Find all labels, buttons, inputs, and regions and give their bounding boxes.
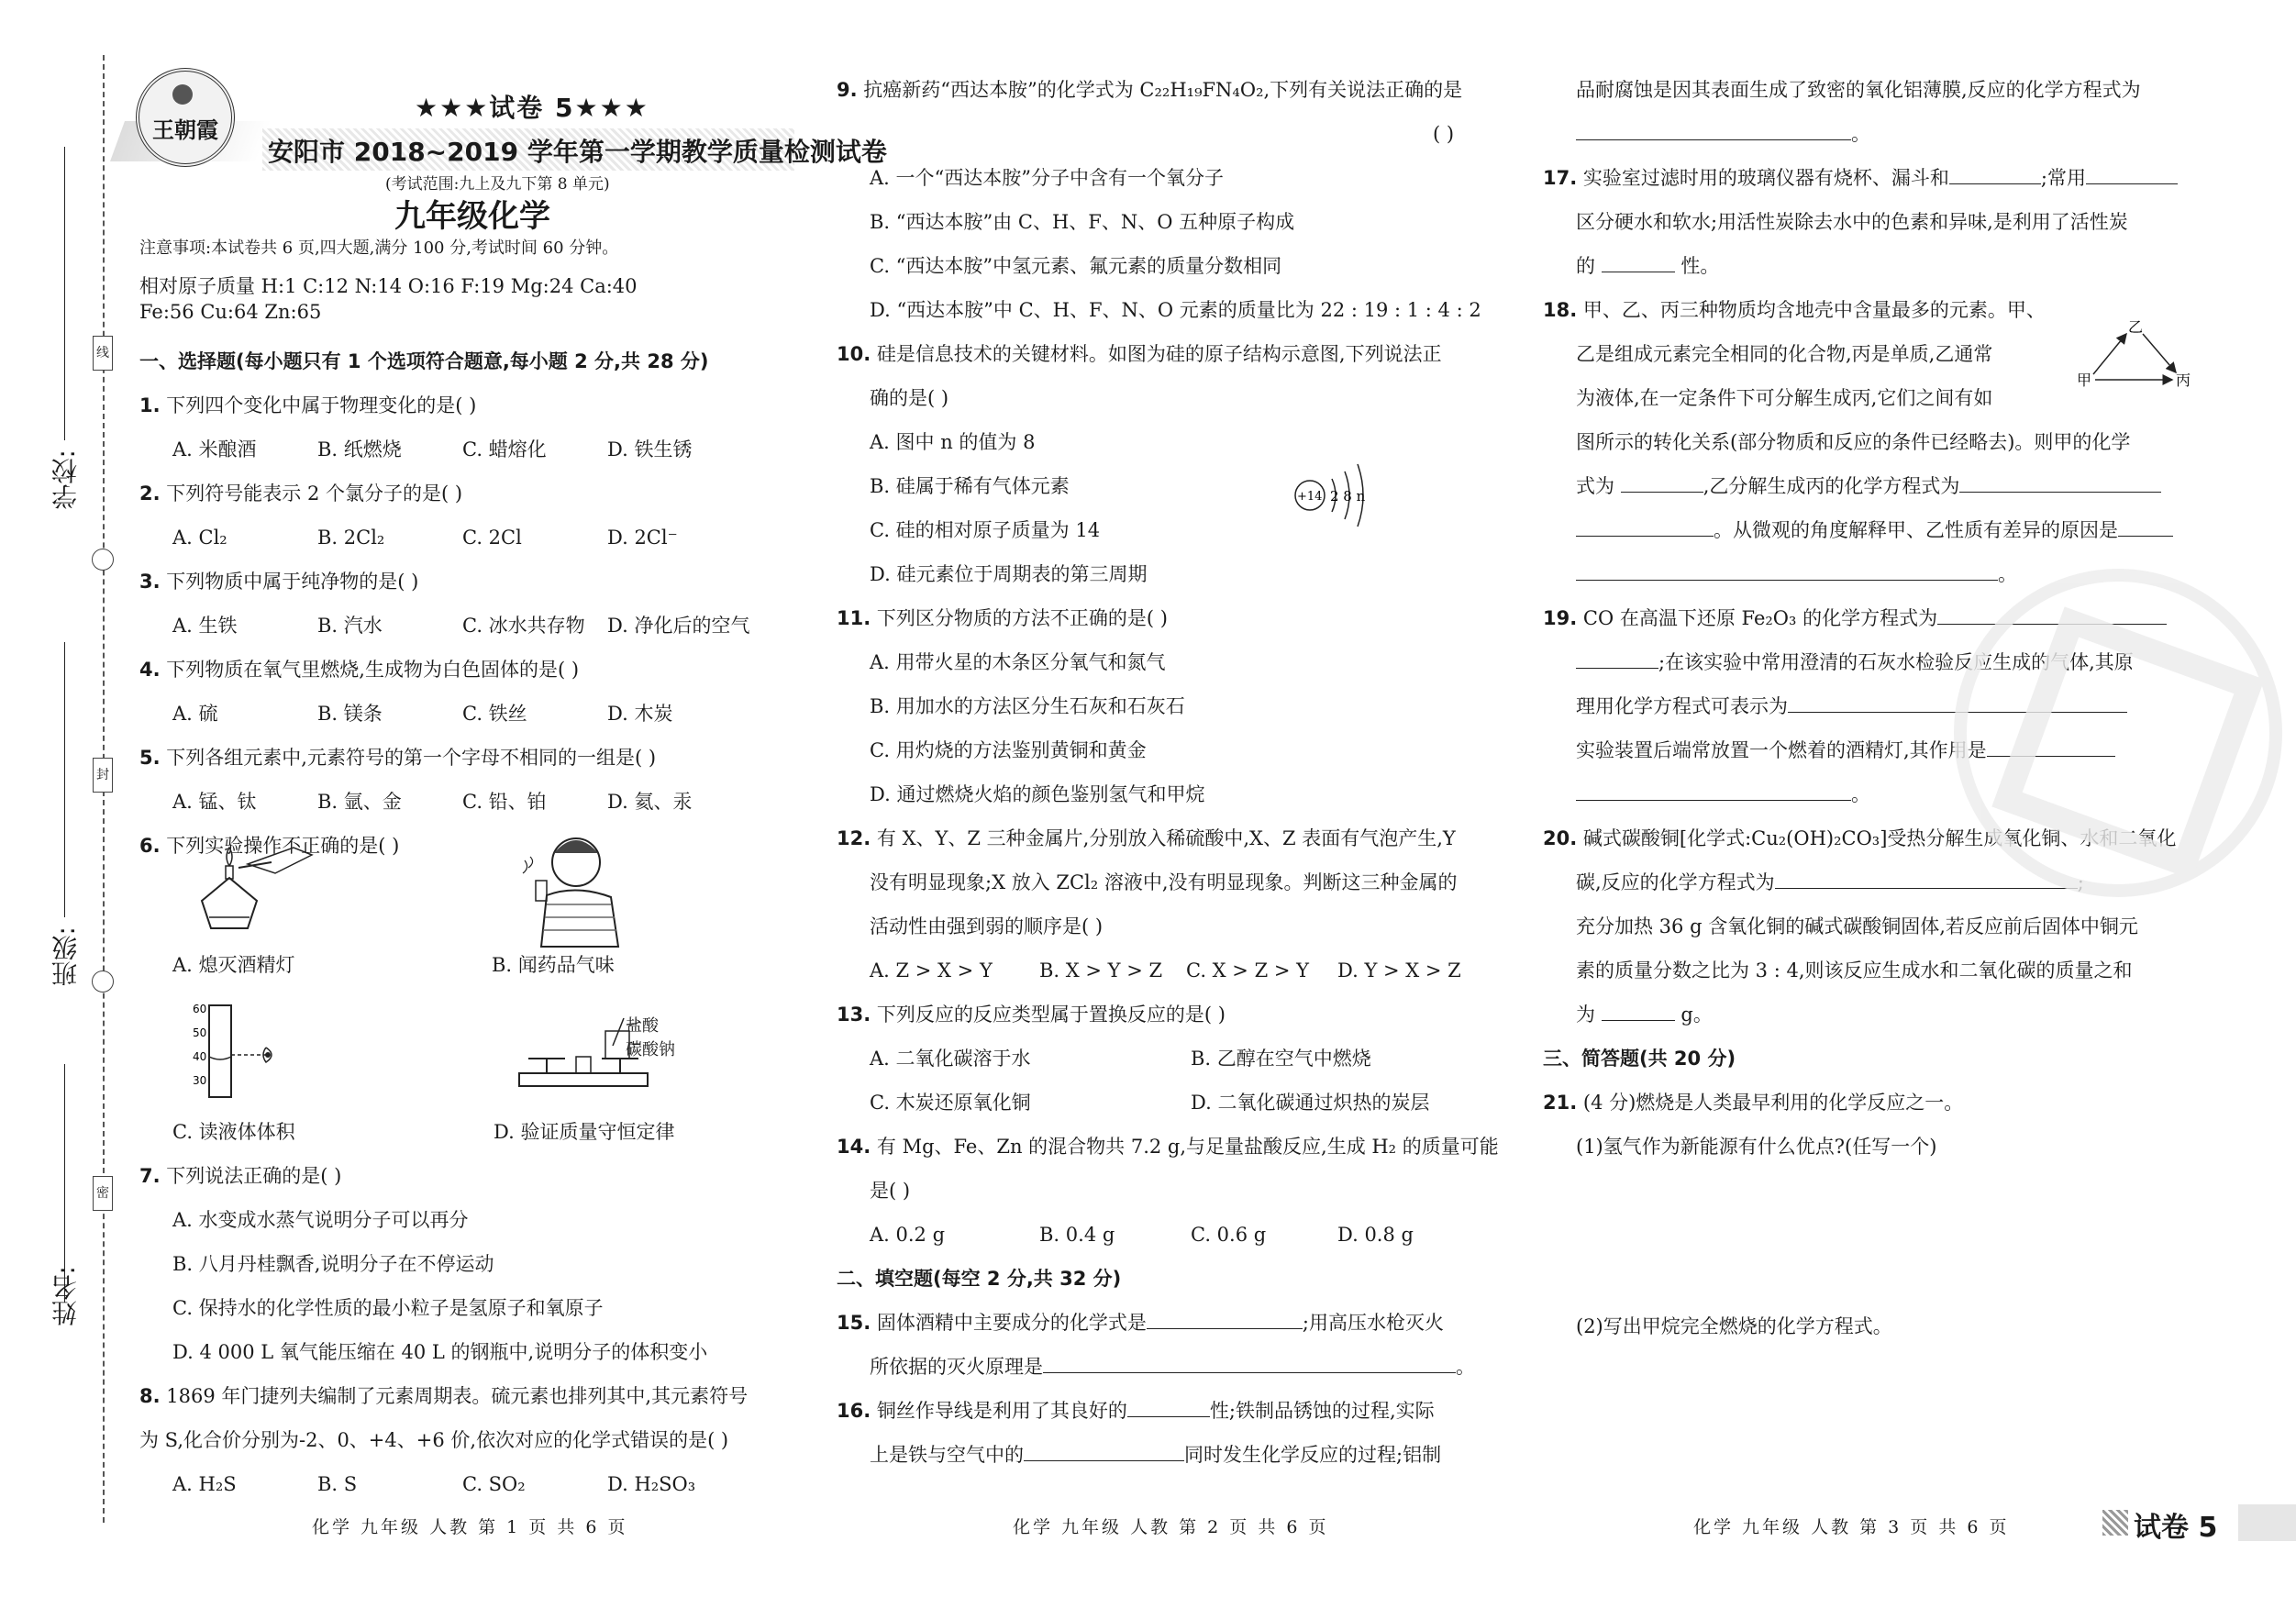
q14-options <box>837 1213 1512 1257</box>
q16-blank-1[interactable] <box>1127 1398 1210 1417</box>
q13-option-b[interactable]: B. 乙醇在空气中燃烧 <box>1191 1048 1371 1070</box>
q15-number: 15. <box>837 1312 871 1334</box>
q4-option-b[interactable]: B. 镁条 <box>317 703 383 725</box>
q7-option-b[interactable]: B. 八月丹桂飘香,说明分子在不停运动 <box>172 1253 494 1275</box>
q19-text-c: 理用化学方程式可表示为 <box>1576 695 1788 717</box>
q14-option-a[interactable]: A. 0.2 g <box>870 1224 946 1246</box>
q1-option-c[interactable]: C. 蜡熔化 <box>462 438 547 460</box>
q13-text: 下列反应的反应类型属于置换反应的是( ) <box>876 1004 1226 1026</box>
q18-blank-2[interactable] <box>1959 473 2161 493</box>
logo-text: 王朝霞 <box>152 116 218 143</box>
q6-number: 6. <box>139 835 161 857</box>
q18-text-g: 。从微观的角度解释甲、乙性质有差异的原因是 <box>1714 519 2118 541</box>
q17-text-c: 区分硬水和软水;用活性炭除去水中的色素和异味,是利用了活性炭 <box>1576 211 2128 233</box>
q17-blank-3[interactable] <box>1602 253 1675 272</box>
q16-text-d: 同时发生化学反应的过程;铝制 <box>1184 1444 1442 1466</box>
q19-text-b: ;在该实验中常用澄清的石灰水检验反应生成的气体,其原 <box>1658 651 2134 673</box>
q1-option-d[interactable]: D. 铁生锈 <box>607 438 693 460</box>
q14-text: 有 Mg、Fe、Zn 的混合物共 7.2 g,与足量盐酸反应,生成 H₂ 的质量可能 <box>876 1136 1499 1158</box>
q11-option-d[interactable]: D. 通过燃烧火焰的颜色鉴别氢气和甲烷 <box>870 783 1205 805</box>
q15-text-d: 。 <box>1456 1356 1475 1378</box>
q10-option-c[interactable]: C. 硅的相对原子质量为 14 <box>870 519 1101 541</box>
seal-box-line: 线 <box>93 336 113 371</box>
q13-option-a[interactable]: A. 二氧化碳溶于水 <box>870 1048 1031 1070</box>
class-field-line[interactable] <box>64 642 65 917</box>
q18-blank-1[interactable] <box>1621 473 1703 493</box>
q7-text: 下列说法正确的是( ) <box>166 1165 342 1187</box>
q12-text-3: 活动性由强到弱的顺序是( ) <box>870 915 1104 937</box>
section-1-title: 一、选择题(每小题只有 1 个选项符合题意,每小题 2 分,共 28 分) <box>139 350 709 372</box>
label-sodium-carbonate: 碳酸钠 <box>626 1040 675 1059</box>
q9-number: 9. <box>837 79 858 101</box>
q18-text-h: 。 <box>1998 563 2017 585</box>
node-a: 甲 <box>2077 372 2092 389</box>
q5-option-b[interactable]: B. 氩、金 <box>317 791 402 813</box>
watermark-seal-icon <box>1954 569 2282 897</box>
q3-option-c[interactable]: C. 冰水共存物 <box>462 615 585 637</box>
node-b: 乙 <box>2128 318 2144 336</box>
footer-badge: 试卷 5 <box>2134 1512 2218 1544</box>
q3-text: 下列物质中属于纯净物的是( ) <box>166 571 419 593</box>
q15-text-a: 固体酒精中主要成分的化学式是 <box>876 1312 1147 1334</box>
q9-option-a[interactable]: A. 一个“西达本胺”分子中含有一个氧分子 <box>870 167 1224 189</box>
q16-blank-2[interactable] <box>1024 1442 1184 1461</box>
section-3-title: 三、简答题(共 20 分) <box>1543 1048 1736 1070</box>
q6-options-cd <box>139 1110 815 1154</box>
q12-options <box>837 948 1512 993</box>
exam-title: 安阳市 2018~2019 学年第一学期教学质量检测试卷 <box>268 137 887 167</box>
atomic-mass-line-2: Fe:56 Cu:64 Zn:65 <box>139 301 322 323</box>
nucleus-charge: +14 <box>1297 490 1323 504</box>
q13-option-d[interactable]: D. 二氧化碳通过炽热的炭层 <box>1191 1092 1430 1114</box>
name-label: 姓名: <box>50 1266 81 1326</box>
q7-option-d[interactable]: D. 4 000 L 氧气能压缩在 40 L 的钢瓶中,说明分子的体积变小 <box>172 1341 708 1363</box>
q10-text-2: 确的是( ) <box>870 387 949 409</box>
footer-page-1: 化学 九年级 人教 第 1 页 共 6 页 <box>312 1517 628 1537</box>
seal-box-secret: 密 <box>93 1176 113 1211</box>
q1-option-a[interactable]: A. 米酿酒 <box>172 438 257 460</box>
q14-option-c[interactable]: C. 0.6 g <box>1191 1224 1267 1246</box>
q4-option-d[interactable]: D. 木炭 <box>607 703 673 725</box>
q6-option-b[interactable]: B. 闻药品气味 <box>492 954 615 976</box>
figure-smell-chemical <box>510 831 629 950</box>
figure-extinguish-lamp <box>183 837 321 937</box>
paper-label: ★★★试卷 5★★★ <box>415 93 649 123</box>
q1-option-b[interactable]: B. 纸燃烧 <box>317 438 402 460</box>
electron-shells: 2 8 n <box>1330 488 1366 505</box>
q2-option-c[interactable]: C. 2Cl <box>462 527 522 549</box>
school-field-line[interactable] <box>64 147 65 440</box>
q13-option-c[interactable]: C. 木炭还原氧化铜 <box>870 1092 1031 1114</box>
column-1-lower <box>139 1110 815 1506</box>
q18-text-d: 图所示的转化关系(部分物质和反应的条件已经略去)。则甲的化学 <box>1576 431 2131 453</box>
footer-page-3: 化学 九年级 人教 第 3 页 共 6 页 <box>1693 1517 2010 1537</box>
q20-text-b: 碳,反应的化学方程式为 <box>1576 871 1775 893</box>
q8-number: 8. <box>139 1385 161 1407</box>
q5-text: 下列各组元素中,元素符号的第一个字母不相同的一组是( ) <box>166 747 657 769</box>
q6-text: 下列实验操作不正确的是( ) <box>166 835 400 857</box>
q12-text-2: 没有明显现象;X 放入 ZCl₂ 溶液中,没有明显现象。判断这三种金属的 <box>870 871 1458 893</box>
q15-text-c: 所依据的灭火原理是 <box>870 1356 1043 1378</box>
q19-blank-2[interactable] <box>1576 649 1658 669</box>
q5-option-d[interactable]: D. 氦、汞 <box>607 791 693 813</box>
q2-options <box>139 516 752 560</box>
q6-option-d[interactable]: D. 验证质量守恒定律 <box>494 1121 675 1143</box>
q10-option-a[interactable]: A. 图中 n 的值为 8 <box>870 431 1036 453</box>
silicon-atom-diagram <box>1293 455 1385 538</box>
q17-number: 17. <box>1543 167 1578 189</box>
q3-options <box>139 604 752 648</box>
class-label: 班级: <box>50 926 81 987</box>
q19-text-e: 。 <box>1851 783 1870 805</box>
q21-sub-1: (1)氢气作为新能源有什么优点?(任写一个) <box>1576 1136 1937 1158</box>
q18-text-e: 式为 <box>1576 475 1614 497</box>
q20-text-c: ; <box>2077 871 2084 893</box>
q16-text-a: 铜丝作导线是利用了其良好的 <box>876 1400 1127 1422</box>
q14-text-2: 是( ) <box>870 1180 911 1202</box>
q5-options <box>139 780 752 824</box>
seal-box-seal: 封 <box>93 758 113 793</box>
q15-text-b: ;用高压水枪灭火 <box>1302 1312 1444 1334</box>
q18-text-f: ,乙分解生成丙的化学方程式为 <box>1703 475 1960 497</box>
q8-options <box>139 1462 815 1506</box>
q20-blank-2[interactable] <box>1602 1002 1675 1021</box>
q16-text-e: 品耐腐蚀是因其表面生成了致密的氧化铝薄膜,反应的化学方程式为 <box>1576 79 2141 101</box>
column-2 <box>837 68 1512 1477</box>
q11-option-c[interactable]: C. 用灼烧的方法鉴别黄铜和黄金 <box>870 739 1147 761</box>
scale-40: 40 <box>193 1050 207 1063</box>
q8-option-a[interactable]: A. H₂S <box>172 1473 237 1495</box>
scale-60: 60 <box>193 1003 207 1015</box>
q2-option-a[interactable]: A. Cl₂ <box>172 527 227 549</box>
q13-options-cd <box>837 1081 1512 1125</box>
q1-options <box>139 427 752 471</box>
q19-number: 19. <box>1543 607 1578 629</box>
q11-option-a[interactable]: A. 用带火星的木条区分氧气和氮气 <box>870 651 1166 673</box>
q7-number: 7. <box>139 1165 161 1187</box>
q21-number: 21. <box>1543 1092 1578 1114</box>
atomic-mass-line-1: 相对原子质量 H:1 C:12 N:14 O:16 F:19 Mg:24 Ca:40 <box>139 275 638 297</box>
q9-option-b[interactable]: B. “西达本胺”由 C、H、F、N、O 五种原子构成 <box>870 211 1295 233</box>
q13-options-ab <box>837 1037 1512 1081</box>
q11-text: 下列区分物质的方法不正确的是( ) <box>876 607 1168 629</box>
column-1 <box>139 339 752 868</box>
node-c: 丙 <box>2176 372 2191 389</box>
q18-blank-4[interactable] <box>2118 517 2173 537</box>
q14-number: 14. <box>837 1136 871 1158</box>
q12-option-b[interactable]: B. X > Y > Z <box>1039 959 1163 981</box>
q18-number: 18. <box>1543 299 1578 321</box>
label-hydrochloric-acid: 盐酸 <box>626 1016 659 1036</box>
q17-text-a: 实验室过滤时用的玻璃仪器有烧杯、漏斗和 <box>1582 167 1949 189</box>
figure-read-volume <box>189 1000 290 1101</box>
q1-number: 1. <box>139 394 161 416</box>
q19-text-a: CO 在高温下还原 Fe₂O₃ 的化学方程式为 <box>1582 607 1938 629</box>
q16-text-f: 。 <box>1851 123 1870 145</box>
exam-notice: 注意事项:本试卷共 6 页,四大题,满分 100 分,考试时间 60 分钟。 <box>139 238 619 258</box>
q8-text-2: 为 S,化合价分别为-2、0、+4、+6 价,依次对应的化学式错误的是( ) <box>139 1429 729 1451</box>
q21-sub-2: (2)写出甲烷完全燃烧的化学方程式。 <box>1576 1315 1892 1337</box>
school-label: 学校: <box>50 449 81 510</box>
q3-number: 3. <box>139 571 161 593</box>
q3-option-b[interactable]: B. 汽水 <box>317 615 383 637</box>
q14-option-b[interactable]: B. 0.4 g <box>1039 1224 1115 1246</box>
q16-text-c: 上是铁与空气中的 <box>870 1444 1024 1466</box>
footer-page-2: 化学 九年级 人教 第 2 页 共 6 页 <box>1013 1517 1329 1537</box>
q18-text-a: 甲、乙、丙三种物质均含地壳中含量最多的元素。甲、 <box>1582 299 2046 321</box>
q12-option-a[interactable]: A. Z > X > Y <box>870 959 993 981</box>
q16-blank-3[interactable] <box>1576 121 1851 140</box>
q15-blank-1[interactable] <box>1147 1310 1303 1329</box>
q19-blank-5[interactable] <box>1576 782 1851 801</box>
q7-option-a[interactable]: A. 水变成水蒸气说明分子可以再分 <box>172 1209 469 1231</box>
q10-option-b[interactable]: B. 硅属于稀有气体元素 <box>870 475 1070 497</box>
binding-hole-icon <box>92 970 114 993</box>
q3-option-a[interactable]: A. 生铁 <box>172 615 238 637</box>
q4-option-c[interactable]: C. 铁丝 <box>462 703 527 725</box>
q4-text: 下列物质在氧气里燃烧,生成物为白色固体的是( ) <box>166 659 580 681</box>
q21-text: (4 分)燃烧是人类最早利用的化学反应之一。 <box>1582 1092 1964 1114</box>
q14-option-d[interactable]: D. 0.8 g <box>1337 1224 1414 1246</box>
q18-blank-5[interactable] <box>1576 561 1998 581</box>
scale-50: 50 <box>193 1026 207 1039</box>
watermark-glyph <box>1991 606 2264 879</box>
q5-option-a[interactable]: A. 锰、钛 <box>172 791 257 813</box>
q20-text-f: 为 <box>1576 1004 1595 1026</box>
q7-option-c[interactable]: C. 保持水的化学性质的最小粒子是氢原子和氧原子 <box>172 1297 604 1319</box>
q5-option-c[interactable]: C. 铅、铂 <box>462 791 547 813</box>
q19-text-d: 实验装置后端常放置一个燃着的酒精灯,其作用是 <box>1576 739 1987 761</box>
q12-option-c[interactable]: C. X > Z > Y <box>1186 959 1309 981</box>
q4-option-a[interactable]: A. 硫 <box>172 703 218 725</box>
q5-number: 5. <box>139 747 161 769</box>
brand-logo <box>136 68 235 167</box>
q16-text-b: 性;铁制品锈蚀的过程,实际 <box>1209 1400 1435 1422</box>
q6-option-a[interactable]: A. 熄灭酒精灯 <box>172 954 295 976</box>
q10-text: 硅是信息技术的关键材料。如图为硅的原子结构示意图,下列说法正 <box>876 343 1442 365</box>
q9-answer-paren[interactable]: ( ) <box>1433 123 1455 145</box>
q12-number: 12. <box>837 827 871 849</box>
q4-number: 4. <box>139 659 161 681</box>
q18-text-b: 乙是组成元素完全相同的化合物,丙是单质,乙通常 <box>1576 343 1993 365</box>
q20-number: 20. <box>1543 827 1578 849</box>
q3-option-d[interactable]: D. 净化后的空气 <box>607 615 750 637</box>
q18-text-c: 为液体,在一定条件下可分解生成丙,它们之间有如 <box>1576 387 1993 409</box>
q17-text-d: 的 <box>1576 255 1595 277</box>
q10-number: 10. <box>837 343 871 365</box>
q12-text: 有 X、Y、Z 三种金属片,分别放入稀硫酸中,X、Z 表面有气泡产生,Y <box>876 827 1456 849</box>
q2-number: 2. <box>139 482 161 505</box>
q20-text-g: g。 <box>1680 1004 1713 1026</box>
q17-blank-1[interactable] <box>1949 165 2041 184</box>
q9-option-c[interactable]: C. “西达本胺”中氢元素、氟元素的质量分数相同 <box>870 255 1282 277</box>
q2-option-b[interactable]: B. 2Cl₂ <box>317 527 385 549</box>
q4-options <box>139 692 752 736</box>
exam-scope: (考试范围:九上及九下第 8 单元) <box>385 175 610 194</box>
q12-option-d[interactable]: D. Y > X > Z <box>1337 959 1461 981</box>
q9-text: 抗癌新药“西达本胺”的化学式为 C₂₂H₁₉FN₄O₂,下列有关说法正确的是 <box>863 79 1463 101</box>
q8-option-d[interactable]: D. H₂SO₃ <box>607 1473 696 1495</box>
subject-title: 九年级化学 <box>394 198 550 235</box>
q17-blank-2[interactable] <box>2086 165 2178 184</box>
q2-option-d[interactable]: D. 2Cl⁻ <box>607 527 678 549</box>
q2-text: 下列符号能表示 2 个氯分子的是( ) <box>166 482 463 505</box>
q17-text-e: 性。 <box>1680 255 1720 277</box>
section-2-title: 二、填空题(每空 2 分,共 32 分) <box>837 1268 1122 1290</box>
q9-option-d[interactable]: D. “西达本胺”中 C、H、F、N、O 元素的质量比为 22 : 19 : 1 : 4 : 2 <box>870 299 1481 321</box>
q6-option-c[interactable]: C. 读液体体积 <box>172 1121 295 1143</box>
q20-text-e: 素的质量分数之比为 3 : 4,则该反应生成水和二氧化碳的质量之和 <box>1576 959 2133 981</box>
q13-number: 13. <box>837 1004 871 1026</box>
q11-option-b[interactable]: B. 用加水的方法区分生石灰和石灰石 <box>870 695 1185 717</box>
q11-number: 11. <box>837 607 871 629</box>
q8-option-c[interactable]: C. SO₂ <box>462 1473 526 1495</box>
footer-pattern <box>2102 1510 2128 1536</box>
q8-option-b[interactable]: B. S <box>317 1473 358 1495</box>
q1-text: 下列四个变化中属于物理变化的是( ) <box>166 394 477 416</box>
scale-30: 30 <box>193 1074 207 1087</box>
q15-blank-2[interactable] <box>1043 1354 1456 1373</box>
logo-portrait-icon <box>172 84 193 105</box>
q20-text-a: 碱式碳酸铜[化学式:Cu₂(OH)₂CO₃]受热分解生成氧化铜、水和二氧化 <box>1582 827 2177 849</box>
q16-number: 16. <box>837 1400 871 1422</box>
q17-text-b: ;常用 <box>2040 167 2086 189</box>
binding-hole-icon <box>92 549 114 571</box>
q10-option-d[interactable]: D. 硅元素位于周期表的第三周期 <box>870 563 1148 585</box>
footer-tab <box>2238 1504 2296 1541</box>
q20-text-d: 充分加热 36 g 含氧化铜的碱式碳酸铜固体,若反应前后固体中铜元 <box>1576 915 2138 937</box>
q18-blank-3[interactable] <box>1576 517 1714 537</box>
q8-text: 1869 年门捷列夫编制了元素周期表。硫元素也排列其中,其元素符号 <box>166 1385 749 1407</box>
q18-relation-diagram <box>2075 317 2194 391</box>
